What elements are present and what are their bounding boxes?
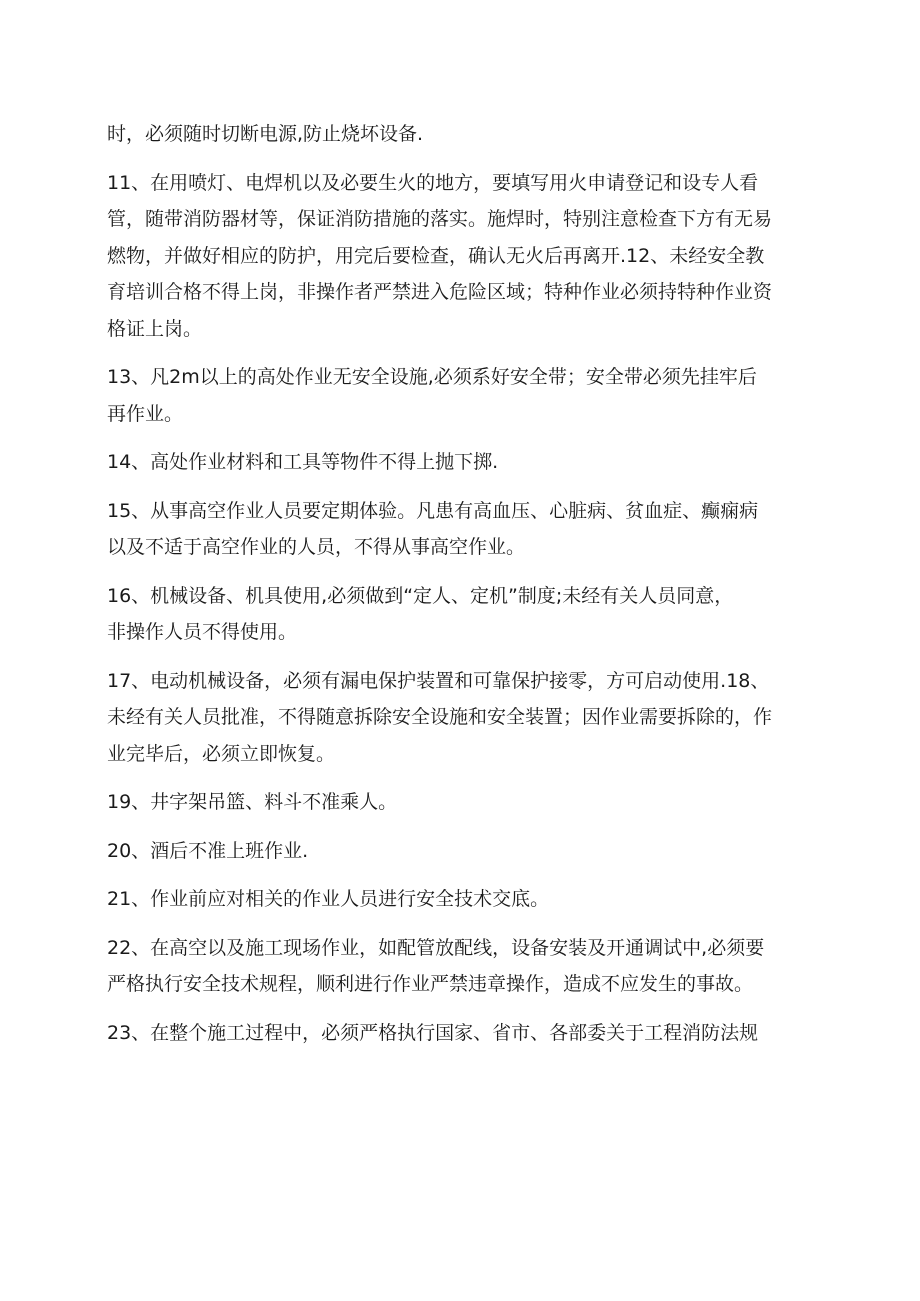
paragraph	[107, 881, 813, 918]
text-line: 13、凡2m以上的高处作业无安全设施,必须系好安全带；安全带必须先挂牢后	[107, 366, 757, 388]
paragraph	[107, 165, 813, 348]
paragraph	[107, 578, 813, 651]
text-line: 燃物，并做好相应的防护，用完后要检查，确认无火后再离开.12、未经安全教	[107, 244, 765, 267]
paragraph	[107, 116, 813, 153]
paragraph	[107, 784, 813, 821]
text-line: 21、作业前应对相关的作业人员进行安全技术交底。	[107, 888, 550, 910]
text-line: 管，随带消防器材等，保证消防措施的落实。施焊时，特别注意检查下方有无易	[107, 208, 773, 230]
text-line: 育培训合格不得上岗，非操作者严禁进入危险区域；特种作业必须持特种作业资	[107, 281, 773, 303]
text-line: 19、井字架吊篮、料斗不准乘人。	[107, 791, 398, 813]
document-body	[107, 116, 813, 1063]
text-line: 11、在用喷灯、电焊机以及必要生火的地方，要填写用火申请登记和设专人看	[107, 171, 759, 194]
text-line: 15、从事高空作业人员要定期体验。凡患有高血压、心脏病、贫血症、癫痫病	[107, 499, 759, 522]
text-line: 时，必须随时切断电源,防止烧坏设备.	[107, 123, 424, 145]
text-line: 17、电动机械设备，必须有漏电保护装置和可靠保护接零，方可启动使用.18、	[107, 669, 770, 692]
text-line: 业完毕后，必须立即恢复。	[107, 742, 336, 765]
text-line: 严格执行安全技术规程，顺利进行作业严禁违章操作，造成不应发生的事故。	[107, 973, 754, 995]
paragraph	[107, 1015, 813, 1052]
text-line: 22、在高空以及施工现场作业，如配管放配线，设备安装及开通调试中,必须要	[107, 936, 765, 959]
text-line: 非操作人员不得使用。	[107, 621, 298, 643]
paragraph	[107, 930, 813, 1003]
text-line: 23、在整个施工过程中，必须严格执行国家、省市、各部委关于工程消防法规	[107, 1021, 759, 1044]
text-line: 以及不适于高空作业的人员，不得从事高空作业。	[107, 536, 526, 558]
paragraph	[107, 359, 813, 432]
paragraph	[107, 444, 813, 481]
text-line: 未经有关人员批准，不得随意拆除安全设施和安全装置；因作业需要拆除的，作	[107, 706, 773, 728]
text-line: 格证上岗。	[107, 317, 203, 340]
paragraph	[107, 833, 813, 870]
paragraph	[107, 493, 813, 566]
text-line: 20、酒后不准上班作业.	[107, 839, 309, 862]
text-line: 16、机械设备、机具使用,必须做到“定人、定机”制度;未经有关人员同意，	[107, 584, 734, 607]
paragraph	[107, 663, 813, 773]
text-line: 14、高处作业材料和工具等物件不得上抛下掷.	[107, 451, 499, 473]
text-line: 再作业。	[107, 402, 184, 425]
